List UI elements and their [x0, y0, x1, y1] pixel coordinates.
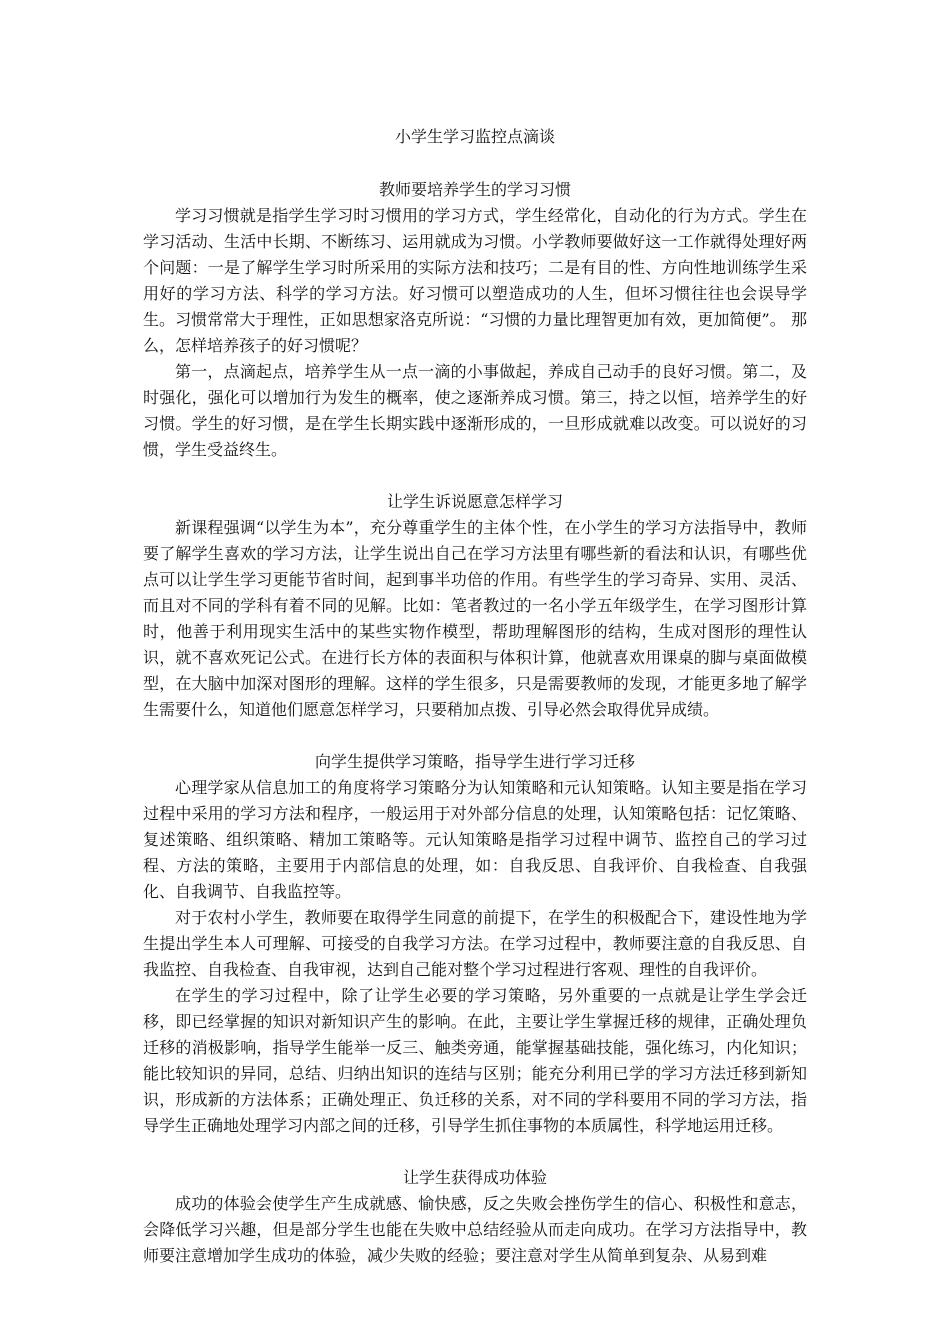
section-heading: 让学生诉说愿意怎样学习 — [386, 492, 563, 511]
section-study-habits — [143, 177, 807, 463]
paragraph: 新课程强调“以学生为本”，充分尊重学生的主体个性，在小学生的学习方法指导中，教师要了解学生喜欢的学习方法，让学生说出自己在学习方法里有哪些新的看法和认识，有哪些优点可以让学生学习更能节省时间，起到事半功倍的作用。有些学生的学习奇异、实用、灵活、而且对不同的学科有着不同的见解。比如：笔者教过的一名小学五年级学生，在学习图形计算时，他善于利用现实生活中的某些实物作模型，帮助理解图形的结构，生成对图形的理性认识，就不喜欢死记公式。在进行长方体的表面积与体积计算，他就喜欢用课桌的脚与桌面做模型，在大脑中加深对图形的理解。这样的学生很多，只是需要教师的发现，才能更多地了解学生需要什么，知道他们愿意怎样学习，只要稍加点拨、引导必然会取得优异成绩。 — [143, 518, 807, 719]
paragraph: 对于农村小学生，教师要在取得学生同意的前提下，在学生的积极配合下，建设性地为学生提出学生本人可理解、可接受的自我学习方法。在学习过程中，教师要注意的自我反思、自我监控、自我检查、自我审视，达到自己能对整个学习过程进行客观、理性的自我评价。 — [143, 908, 807, 979]
section-success-experience — [143, 1165, 807, 1269]
paragraph: 学习习惯就是指学生学习时习惯用的学习方式，学生经常化，自动化的行为方式。学生在学习活动、生活中长期、不断练习、运用就成为习惯。小学教师要做好这一工作就得处理好两个问题：一是了解学生学习时所采用的实际方法和技巧；二是有目的性、方向性地训练学生采用好的学习方法、科学的学习方法。好习惯可以塑造成功的人生，但坏习惯往往也会误导学生。习惯常常大于理性，正如思想家洛克所说：“习惯的力量比理智更加有效，更加简便”。 那么，怎样培养孩子的好习惯呢？ — [143, 206, 807, 355]
document-title: 小学生学习监控点滴谈 — [394, 127, 555, 146]
section-student-preferences — [143, 489, 807, 723]
paragraph: 在学生的学习过程中，除了让学生必要的学习策略，另外重要的一点就是让学生学会迁移，即已经掌握的知识对新知识产生的影响。在此，主要让学生掌握迁移的规律，正确处理负迁移的消极影响，指导学生能举一反三、触类旁通，能掌握基础技能，强化练习，内化知识；能比较知识的异同，总结、归纳出知识的连结与区别；能充分利用已学的学习方法迁移到新知识，形成新的方法体系；正确处理正、负迁移的关系，对不同的学科要用不同的学习方法，指导学生正确地处理学习内部之间的迁移，引导学生抓住事物的本质属性，科学地运用迁移。 — [143, 986, 807, 1135]
section-heading: 教师要培养学生的学习习惯 — [378, 180, 571, 199]
paragraph: 心理学家从信息加工的角度将学习策略分为认知策略和元认知策略。认知主要是指在学习过程中采用的学习方法和程序，一般运用于对外部分信息的处理，认知策略包括：记忆策略、复述策略、组织策略、精加工策略等。元认知策略是指学习过程中调节、监控自己的学习过程、方法的策略，主要用于内部信息的处理，如：自我反思、自我评价、自我检查、自我强化、自我调节、自我监控等。 — [143, 778, 807, 901]
section-learning-strategies — [143, 749, 807, 1139]
section-heading: 向学生提供学习策略，指导学生进行学习迁移 — [314, 752, 635, 771]
paragraph: 成功的体验会使学生产生成就感、愉快感，反之失败会挫伤学生的信心、积极性和意志，会降低学习兴趣，但是部分学生也能在失败中总结经验从而走向成功。在学习方法指导中，教师要注意增加学生成功的体验，减少失败的经验；要注意对学生从简单到复杂、从易到难 — [143, 1194, 807, 1265]
section-heading: 让学生获得成功体验 — [402, 1168, 547, 1187]
document-body — [143, 124, 807, 1295]
paragraph: 第一，点滴起点，培养学生从一点一滴的小事做起，养成自己动手的良好习惯。第二，及时强化，强化可以增加行为发生的概率，使之逐渐养成习惯。第三，持之以恒，培养学生的好习惯。学生的好习惯，是在学生长期实践中逐渐形成的，一旦形成就难以改变。可以说好的习惯，学生受益终生。 — [143, 362, 807, 459]
